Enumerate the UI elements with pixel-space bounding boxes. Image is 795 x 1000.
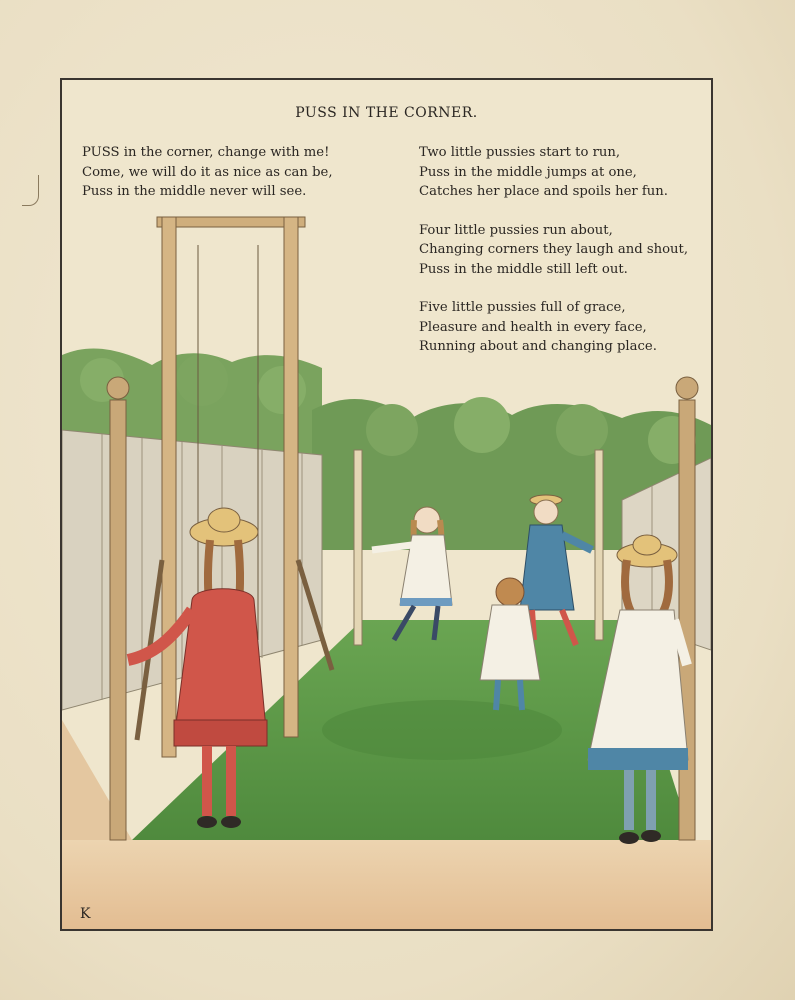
verse-line: Running about and changing place. [419, 339, 657, 354]
verse-line: Puss in the middle still left out. [419, 261, 628, 277]
verse-line: Two little pussies start to run, [419, 145, 621, 160]
verse-line: Come, we will do it as nice as can be, [82, 164, 333, 180]
page-frame [60, 78, 713, 931]
stanza-3 [419, 221, 688, 280]
verse-left-column [82, 143, 333, 221]
stanza-4 [419, 298, 688, 357]
gravel-path [62, 840, 711, 929]
stanza-1 [82, 143, 333, 202]
verse-line: PUSS in the corner, change with me! [82, 145, 330, 160]
verse-line: Catches her place and spoils her fun. [419, 184, 668, 199]
artist-signature: K [80, 906, 91, 922]
poem-title: PUSS IN THE CORNER. [295, 105, 478, 121]
verse-line: Pleasure and health in every face, [419, 319, 647, 335]
verse-line: Puss in the middle jumps at one, [419, 164, 637, 180]
verse-line: Four little pussies run about, [419, 222, 613, 238]
binding-string [22, 175, 39, 206]
verse-right-column [419, 143, 688, 376]
verse-line: Puss in the middle never will see. [82, 184, 307, 199]
verse-line: Changing corners they laugh and shout, [419, 242, 689, 257]
verse-line: Five little pussies full of grace, [419, 300, 626, 315]
stanza-2 [419, 143, 688, 202]
